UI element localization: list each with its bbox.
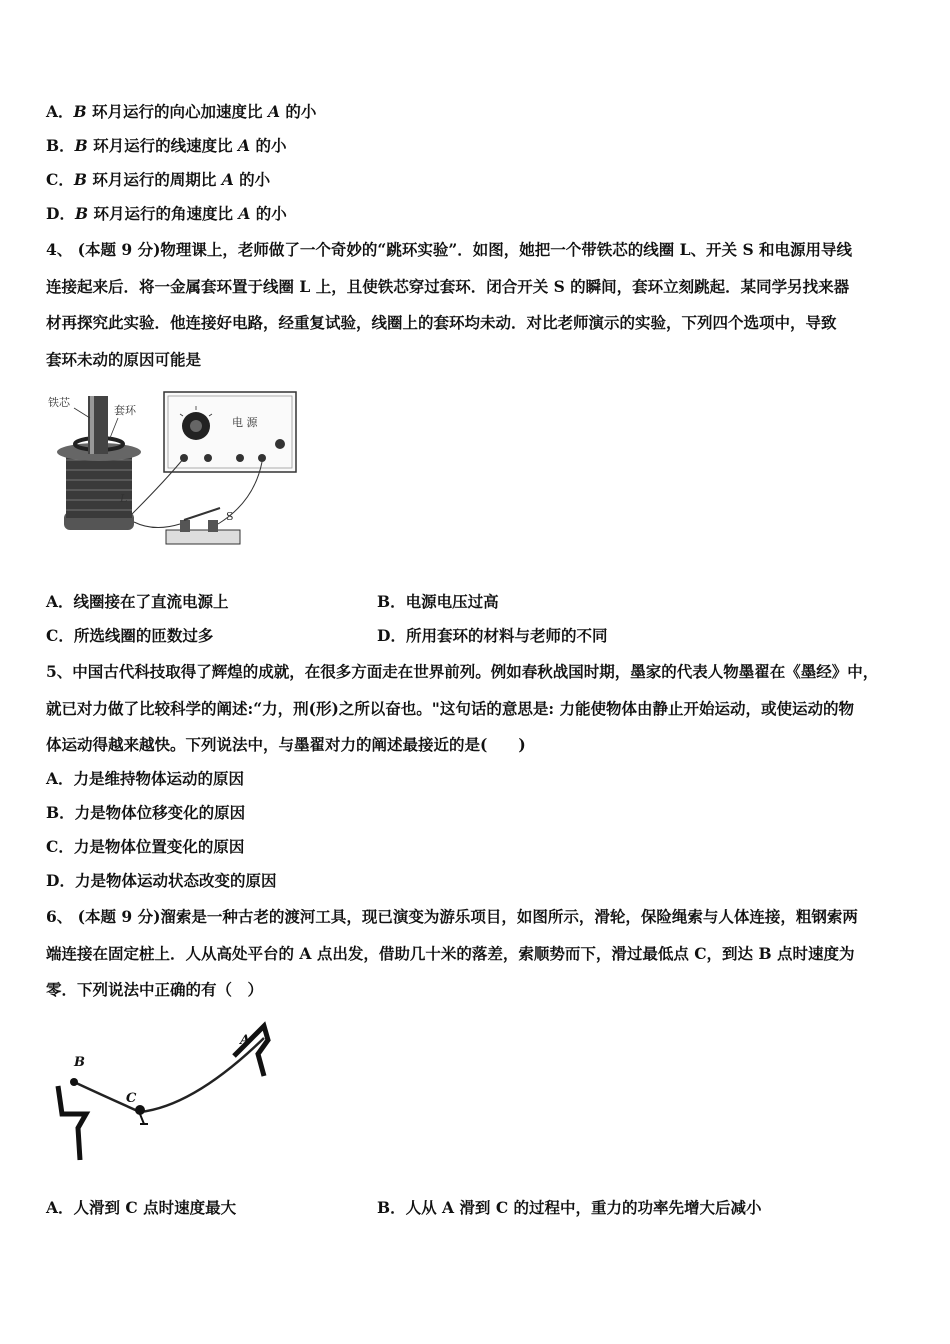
point-c-label: C: [126, 1091, 137, 1106]
power-label: 电 源: [232, 416, 258, 429]
q6-option-b: B．人从 A 滑到 C 的过程中，重力的功率先增大后减小: [377, 1198, 762, 1217]
q4-stem-line-4: 套环未动的原因可能是: [46, 350, 202, 369]
q4-option-d: D．所用套环的材料与老师的不同: [377, 626, 608, 645]
q6-option-a: A．人滑到 C 点时速度最大: [46, 1198, 237, 1217]
q6-stem-line-3: 零．下列说法中正确的有（ ）: [46, 980, 264, 999]
zipline-figure: [44, 1016, 284, 1166]
pulley: [135, 1105, 145, 1115]
switch-base: [166, 530, 240, 544]
q5-stem-line-1: 5、中国古代科技取得了辉煌的成就，在很多方面走在世界前列。例如春秋战国时期，墨家的代表人物墨翟在《墨经》中，: [46, 662, 879, 681]
ring-label: 套环: [114, 404, 136, 417]
wire-1: [134, 522, 180, 528]
q5-stem-line-2: 就已对力做了比较科学的阐述:“力，刑(形)之所以奋也。"这句话的意思是: 力能使物体由静止开始运动，或使运动的物: [46, 699, 855, 718]
point-b-label: B: [74, 1055, 85, 1070]
post-b: [58, 1086, 86, 1160]
wire-2: [132, 458, 184, 514]
q6-stem-line-1: 6、 (本题 9 分)溜索是一种古老的渡河工具，现已演变为游乐项目，如图所示，滑轮，保险绳索与人体连接，粗钢索两: [46, 907, 858, 926]
switch-label: S: [226, 510, 234, 523]
q4-stem-line-3: 材再探究此实验．他连接好电路，经重复试验，线圈上的套环均未动．对比老师演示的实验，下列四个选项中，导致: [46, 313, 837, 332]
q4-option-b: B．电源电压过高: [377, 592, 499, 611]
switch-lever: [184, 508, 220, 520]
coil-label: L: [120, 492, 128, 505]
q3-option-a: A．B 环月运行的向心加速度比 A 的小: [46, 102, 317, 121]
q4-stem-line-2: 连接起来后．将一金属套环置于线圈 L 上，且使铁芯穿过套环．闭合开关 S 的瞬间，套环立刻跳起．某同学另找来器: [46, 277, 850, 296]
q3-option-b: B．B 环月运行的线速度比 A 的小: [46, 136, 287, 155]
person: [140, 1114, 148, 1124]
q5-option-b: B．力是物体位移变化的原因: [46, 803, 246, 822]
q4-option-c: C．所选线圈的匝数过多: [46, 626, 214, 645]
q6-stem-line-2: 端连接在固定桩上．人从高处平台的 A 点出发，借助几十米的落差，索顺势而下，滑过最低点 C，到达 B 点时速度为: [46, 944, 855, 963]
q5-option-a: A．力是维持物体运动的原因: [46, 769, 245, 788]
jumping-ring-apparatus-figure: [44, 382, 304, 562]
q5-option-d: D．力是物体运动状态改变的原因: [46, 871, 277, 890]
q5-stem-line-3: 体运动得越来越快。下列说法中，与墨翟对力的阐述最接近的是( ): [46, 735, 526, 754]
core-label: 铁芯: [48, 396, 70, 409]
q3-option-c: C．B 环月运行的周期比 A 的小: [46, 170, 271, 189]
q3-option-d: D．B 环月运行的角速度比 A 的小: [46, 204, 287, 223]
q4-option-a: A．线圈接在了直流电源上: [46, 592, 229, 611]
q4-stem-line-1: 4、 (本题 9 分)物理课上，老师做了一个奇妙的“跳环实验”．如图，她把一个带铁芯的线圈 L、开关 S 和电源用导线: [46, 240, 853, 259]
point-a-label: A: [240, 1033, 251, 1048]
q5-option-c: C．力是物体位置变化的原因: [46, 837, 245, 856]
cable: [74, 1038, 264, 1112]
